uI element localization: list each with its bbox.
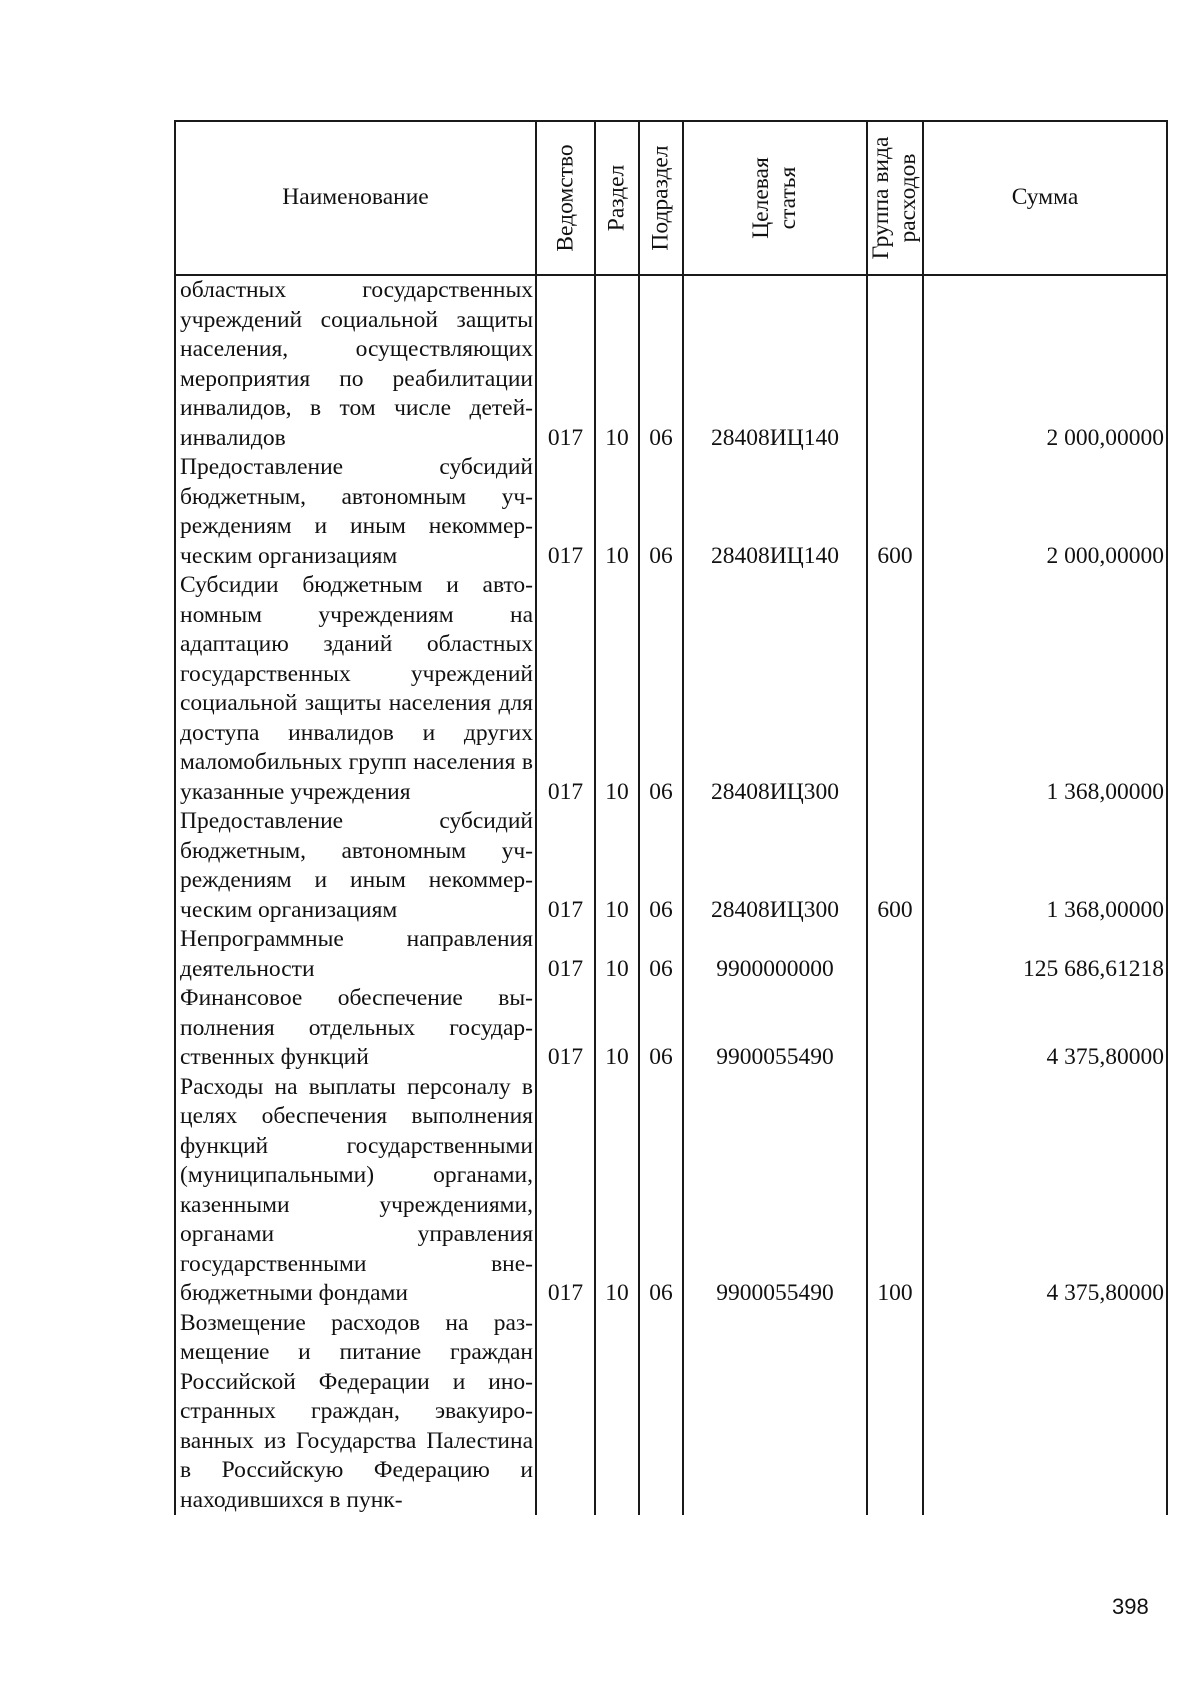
cell-name: Предоставление субсидий бюджетным, автономным учреждениям и иным некоммерческим организациям xyxy=(175,453,536,571)
cell-summa xyxy=(923,1309,1167,1516)
cell-summa: 1 368,00000 xyxy=(923,807,1167,925)
cell-name: Непрограммные направления деятельности xyxy=(175,925,536,984)
table-row xyxy=(175,571,1167,807)
cell-podrazdel: 06 xyxy=(639,571,683,807)
cell-celevaya: 9900055490 xyxy=(683,1073,867,1309)
cell-name: областных государственных учреждений социальной защиты населения, осуществляющих мероприятия по реабилитации инвалидов, в том числе детей-инвалидов xyxy=(175,275,536,453)
cell-vedomstvo: 017 xyxy=(536,571,595,807)
cell-name: Финансовое обеспечение выполнения отдельных государственных функций xyxy=(175,984,536,1073)
cell-celevaya xyxy=(683,1309,867,1516)
cell-podrazdel: 06 xyxy=(639,807,683,925)
cell-gruppa: 600 xyxy=(867,807,923,925)
header-name: Наименование xyxy=(175,121,536,275)
cell-celevaya: 28408ИЦ300 xyxy=(683,807,867,925)
header-row xyxy=(175,121,1167,275)
cell-gruppa xyxy=(867,925,923,984)
cell-summa: 4 375,80000 xyxy=(923,1073,1167,1309)
cell-razdel: 10 xyxy=(595,275,639,453)
table-row xyxy=(175,925,1167,984)
header-gruppa: Группа вида расходов xyxy=(867,121,923,275)
cell-vedomstvo xyxy=(536,1309,595,1516)
cell-summa: 125 686,61218 xyxy=(923,925,1167,984)
cell-razdel: 10 xyxy=(595,1073,639,1309)
table-row xyxy=(175,984,1167,1073)
cell-vedomstvo: 017 xyxy=(536,275,595,453)
header-celevaya: Целевая статья xyxy=(683,121,867,275)
cell-summa: 4 375,80000 xyxy=(923,984,1167,1073)
header-vedomstvo: Ведомство xyxy=(536,121,595,275)
cell-celevaya: 28408ИЦ140 xyxy=(683,275,867,453)
cell-podrazdel: 06 xyxy=(639,275,683,453)
cell-gruppa: 600 xyxy=(867,453,923,571)
table-row xyxy=(175,1309,1167,1516)
cell-celevaya: 28408ИЦ300 xyxy=(683,571,867,807)
cell-podrazdel: 06 xyxy=(639,925,683,984)
cell-gruppa xyxy=(867,571,923,807)
cell-name: Расходы на выплаты персоналу в целях обеспечения выполнения функций государственными (муниципальными) органами, казенными учреждениями, органами управления государственными внебюджетными фондами xyxy=(175,1073,536,1309)
cell-vedomstvo: 017 xyxy=(536,807,595,925)
budget-table xyxy=(174,120,1168,1515)
cell-razdel: 10 xyxy=(595,807,639,925)
table-row xyxy=(175,1073,1167,1309)
cell-gruppa xyxy=(867,1309,923,1516)
cell-summa: 1 368,00000 xyxy=(923,571,1167,807)
cell-name: Предоставление субсидий бюджетным, автономным учреждениям и иным некоммерческим организациям xyxy=(175,807,536,925)
cell-razdel xyxy=(595,1309,639,1516)
cell-podrazdel xyxy=(639,1309,683,1516)
cell-podrazdel: 06 xyxy=(639,453,683,571)
header-podrazdel: Подраздел xyxy=(639,121,683,275)
cell-celevaya: 28408ИЦ140 xyxy=(683,453,867,571)
header-summa: Сумма xyxy=(923,121,1167,275)
cell-name: Субсидии бюджетным и автономным учреждениям на адаптацию зданий областных государственных учреждений социальной защиты населения для доступа инвалидов и других маломобильных групп населения в указанные учреждения xyxy=(175,571,536,807)
cell-summa: 2 000,00000 xyxy=(923,453,1167,571)
cell-gruppa: 100 xyxy=(867,1073,923,1309)
cell-vedomstvo: 017 xyxy=(536,925,595,984)
cell-celevaya: 9900000000 xyxy=(683,925,867,984)
cell-razdel: 10 xyxy=(595,453,639,571)
cell-razdel: 10 xyxy=(595,571,639,807)
cell-summa: 2 000,00000 xyxy=(923,275,1167,453)
cell-gruppa xyxy=(867,984,923,1073)
cell-podrazdel: 06 xyxy=(639,1073,683,1309)
cell-celevaya: 9900055490 xyxy=(683,984,867,1073)
cell-vedomstvo: 017 xyxy=(536,1073,595,1309)
header-razdel: Раздел xyxy=(595,121,639,275)
cell-podrazdel: 06 xyxy=(639,984,683,1073)
cell-razdel: 10 xyxy=(595,925,639,984)
page-number: 398 xyxy=(1112,1594,1149,1619)
cell-vedomstvo: 017 xyxy=(536,984,595,1073)
cell-vedomstvo: 017 xyxy=(536,453,595,571)
cell-name: Возмещение расходов на размещение и питание граждан Российской Федерации и иностранных граждан, эвакуированных из Государства Палестина в Российскую Федерацию и находившихся в пунк- xyxy=(175,1309,536,1516)
cell-razdel: 10 xyxy=(595,984,639,1073)
table-row xyxy=(175,807,1167,925)
table-row xyxy=(175,275,1167,453)
cell-gruppa xyxy=(867,275,923,453)
table-row xyxy=(175,453,1167,571)
